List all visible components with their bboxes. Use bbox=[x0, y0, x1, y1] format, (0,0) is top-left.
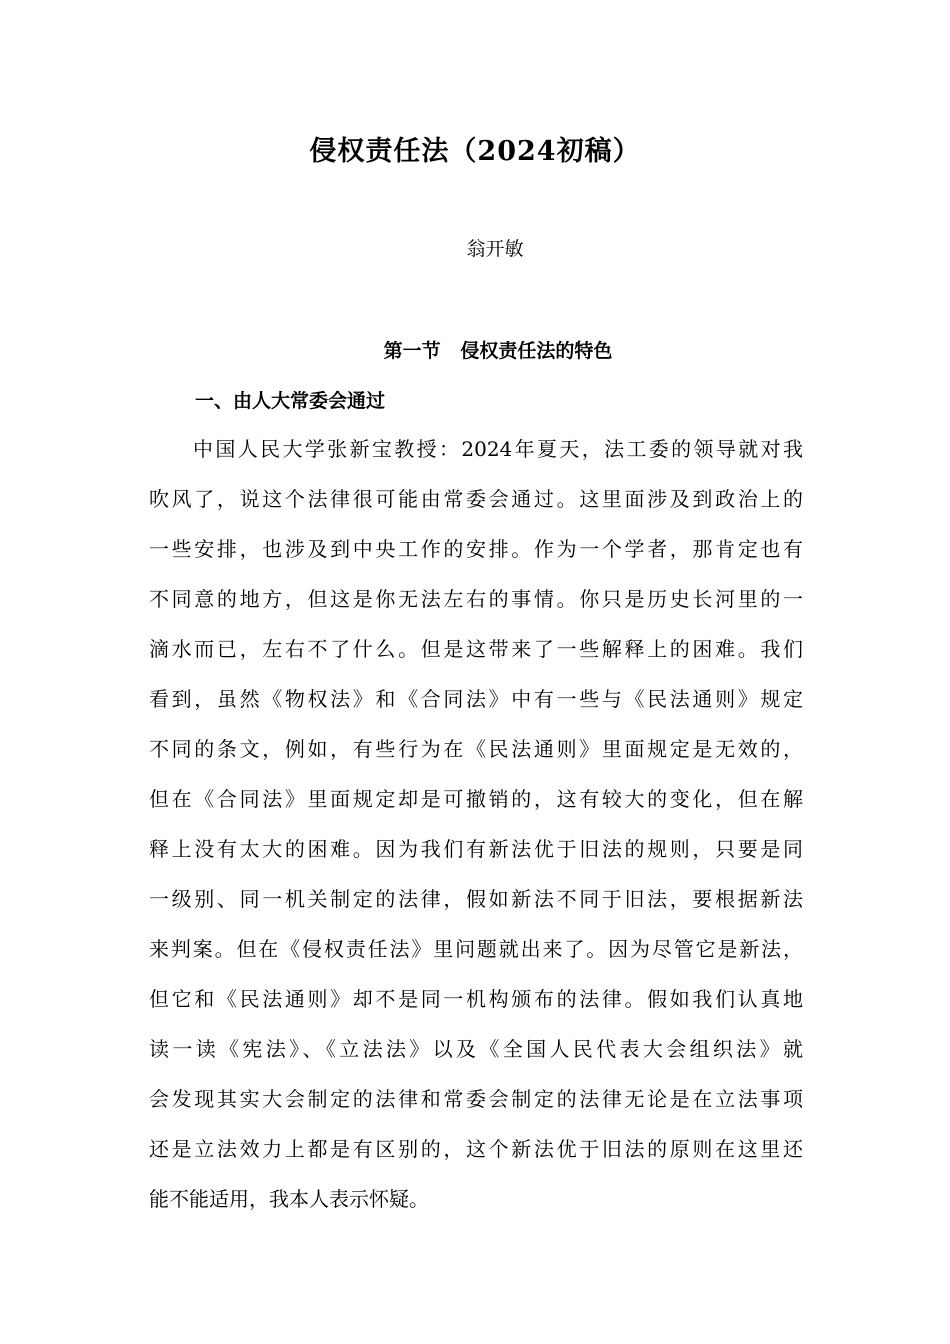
section-heading: 第一节 侵权责任法的特色 bbox=[383, 340, 613, 362]
paragraph-line: 但它和《民法通则》却不是同一机构颁布的法律。假如我们认真地 bbox=[149, 987, 803, 1011]
paragraph-line: 还是立法效力上都是有区别的，这个新法优于旧法的原则在这里还 bbox=[149, 1137, 803, 1161]
paragraph-line: 会发现其实大会制定的法律和常委会制定的法律无论是在立法事项 bbox=[149, 1087, 803, 1111]
paragraph-line: 来判案。但在《侵权责任法》里问题就出来了。因为尽管它是新法， bbox=[149, 937, 803, 961]
paragraph-line: 滴水而已，左右不了什么。但是这带来了一些解释上的困难。我们 bbox=[149, 637, 803, 661]
paragraph-line: 释上没有太大的困难。因为我们有新法优于旧法的规则，只要是同 bbox=[149, 837, 803, 861]
paragraph-line: 但在《合同法》里面规定却是可撤销的，这有较大的变化，但在解 bbox=[149, 787, 803, 811]
paragraph-line: 中国人民大学张新宝教授：2024年夏天，法工委的领导就对我 bbox=[193, 437, 803, 461]
paragraph-line: 不同的条文，例如，有些行为在《民法通则》里面规定是无效的， bbox=[149, 737, 803, 761]
subsection-heading: 一、由人大常委会通过 bbox=[195, 390, 386, 412]
paragraph-line: 看到，虽然《物权法》和《合同法》中有一些与《民法通则》规定 bbox=[149, 687, 803, 711]
paragraph-line: 读一读《宪法》、《立法法》以及《全国人民代表大会组织法》就 bbox=[149, 1037, 803, 1061]
body-paragraph bbox=[149, 432, 803, 1232]
paragraph-line: 一级别、同一机关制定的法律，假如新法不同于旧法，要根据新法 bbox=[149, 887, 803, 911]
paragraph-line: 能不能适用，我本人表示怀疑。 bbox=[149, 1187, 429, 1211]
document-title: 侵权责任法（2024初稿） bbox=[309, 136, 641, 167]
paragraph-line: 不同意的地方，但这是你无法左右的事情。你只是历史长河里的一 bbox=[149, 587, 803, 611]
document-author: 翁开敏 bbox=[466, 238, 524, 260]
paragraph-line: 一些安排，也涉及到中央工作的安排。作为一个学者，那肯定也有 bbox=[149, 537, 803, 561]
paragraph-line: 吹风了，说这个法律很可能由常委会通过。这里面涉及到政治上的 bbox=[149, 487, 803, 511]
